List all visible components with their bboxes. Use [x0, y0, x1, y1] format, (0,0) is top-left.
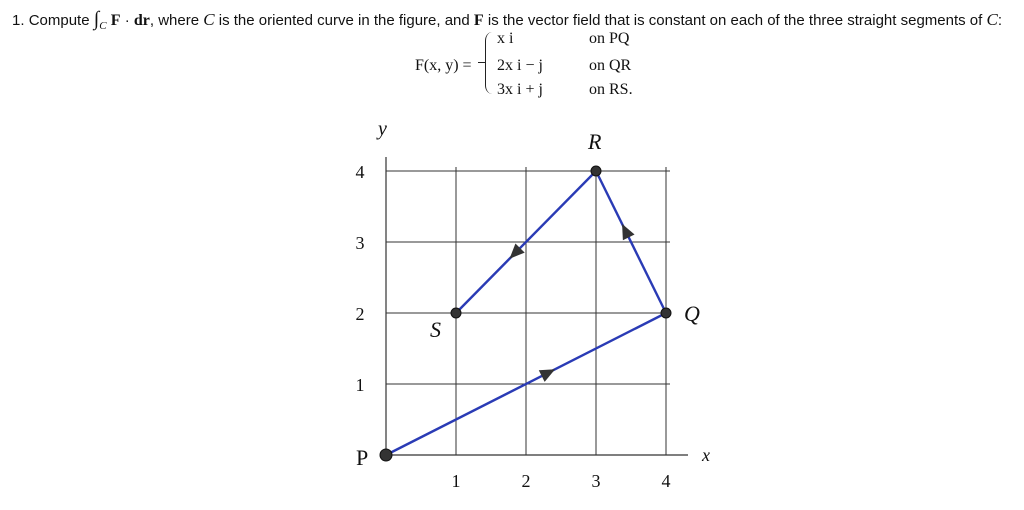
- y-tick-label: 3: [355, 233, 365, 253]
- point-r: [591, 166, 601, 176]
- y-tick-label: 2: [355, 304, 365, 324]
- problem-prefix: Compute: [28, 12, 90, 29]
- point-p: [380, 449, 392, 461]
- field-lhs: F(x, y) =: [415, 57, 472, 74]
- x-tick-label: 3: [591, 471, 601, 491]
- x-tick-label: 2: [521, 471, 531, 491]
- curve-symbol: C: [203, 10, 215, 29]
- point-label-s: S: [430, 317, 441, 342]
- point-s: [451, 308, 461, 318]
- point-label-q: Q: [684, 301, 700, 326]
- y-tick-label: 4: [355, 162, 365, 182]
- point-label-r: R: [588, 129, 602, 154]
- case-3-expression: 3x i + j: [497, 81, 543, 98]
- case-1-segment: on PQ: [589, 30, 630, 47]
- dr-symbol: dr: [133, 12, 150, 29]
- case-2-expression: 2x i − j: [497, 57, 543, 74]
- x-tick-label: 1: [451, 471, 461, 491]
- problem-number: 1.: [12, 12, 25, 29]
- x-tick-label: 4: [661, 471, 671, 491]
- colon: :: [997, 12, 1003, 29]
- point-label-p: P: [356, 445, 369, 470]
- integral-subscript: C: [99, 20, 107, 32]
- y-tick-label: 1: [355, 375, 365, 395]
- integral-sign: ∫: [93, 8, 100, 30]
- y-axis-label: y: [378, 118, 387, 140]
- text-mid: , where: [149, 12, 200, 29]
- x-axis-label: x: [702, 445, 710, 465]
- case-1-expression: x i: [497, 30, 514, 47]
- case-3-segment: on RS.: [589, 81, 633, 98]
- text-after-curve: is the oriented curve in the figure, and: [218, 12, 470, 29]
- field-symbol: F: [110, 12, 121, 29]
- case-2-segment: on QR: [589, 57, 632, 74]
- curve-symbol-2: C: [986, 10, 998, 29]
- field-symbol-2: F: [473, 12, 484, 29]
- dot-symbol: ·: [124, 12, 130, 29]
- text-end: is the vector field that is constant on each of the three straight segments of: [487, 12, 983, 29]
- point-q: [661, 308, 671, 318]
